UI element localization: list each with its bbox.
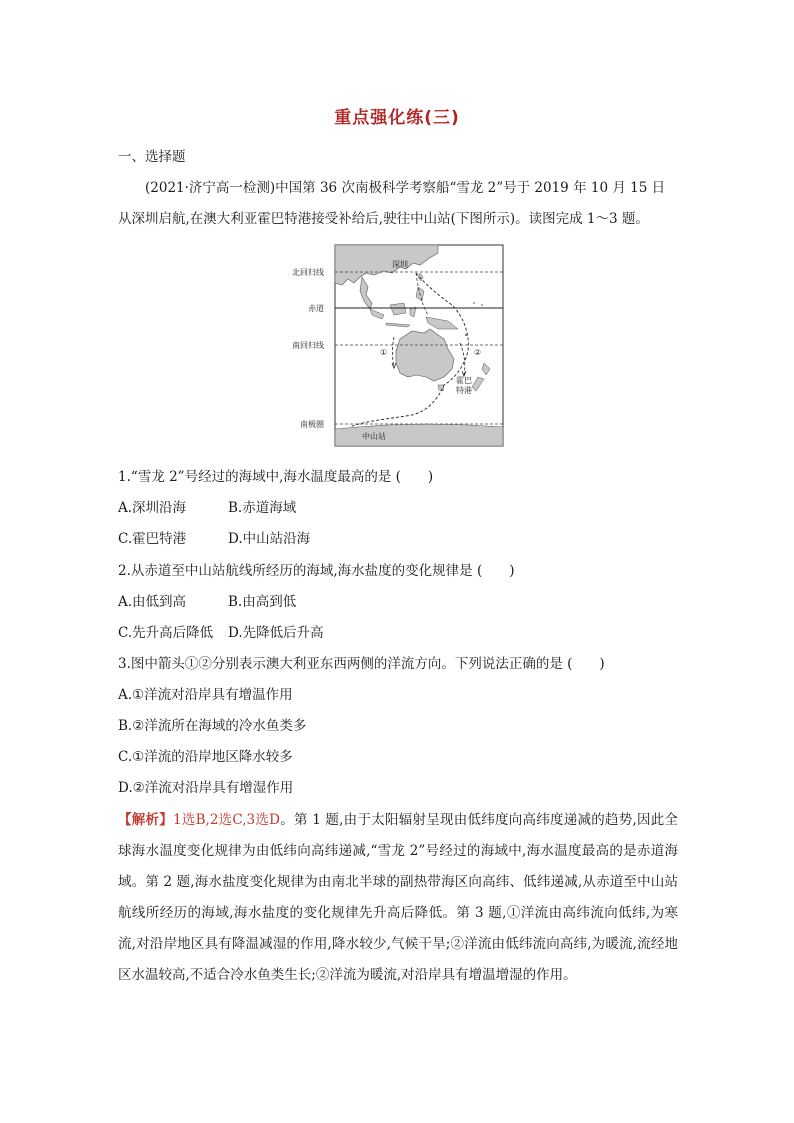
question-1-option-a: A.深圳沿海: [118, 500, 187, 516]
question-3-option-d: D.②洋流对沿岸具有增湿作用: [118, 780, 294, 796]
analysis-tag: 【解析】: [118, 812, 174, 828]
map-label-hobart-1: 霍巴: [456, 376, 472, 385]
question-1-option-b: B.赤道海域: [228, 500, 297, 516]
map-label-shenzhen: 深圳: [392, 260, 408, 269]
question-3-option-c: C.①洋流的沿岸地区降水较多: [118, 749, 293, 765]
analysis-answers: 1选B,2选C,3选D: [173, 812, 280, 828]
question-1-option-d: D.中山站沿海: [228, 531, 311, 547]
map-label-zhongshan: 中山站: [362, 432, 386, 441]
map-label-arrow2: ②: [474, 348, 482, 357]
section-heading: 一、选择题: [118, 149, 186, 165]
map-label-tropic-capricorn: 南回归线: [292, 341, 324, 350]
question-3-option-a: A.①洋流对沿岸具有增温作用: [118, 687, 293, 703]
map-label-antarctic-circle: 南极圈: [300, 420, 324, 429]
analysis-text: 。第 1 题,由于太阳辐射呈现由低纬度向高纬度递减的趋势,因此全球海水温度变化规律为由低纬向高纬递减,“雪龙 2”号经过的海域中,海水温度最高的是赤道海域。第 2 题,海水盐度变化规律为由南北半球的副热带海区向高纬、低纬递减,从赤道至中山站航线所经历的海域,海水盐度的变化规律先升高后降低。第 3 题,①洋流由高纬流向低纬,为寒流,对沿岸地区具有降温减湿的作用,降水较少,气候干旱;②洋流由低纬流向高纬,为暖流,流经地区水温较高,不适合冷水鱼类生长;②洋流为暖流,对沿岸具有增温增湿的作用。: [118, 812, 678, 983]
map-label-arrow1: ①: [380, 348, 388, 357]
intro-line-2: 从深圳启航,在澳大利亚霍巴特港接受补给后,驶往中山站(下图所示)。读图完成 1～3 题。: [118, 211, 649, 227]
route-map-figure: [288, 243, 506, 449]
page-title: 重点强化练(三): [334, 108, 460, 128]
question-1-option-c: C.霍巴特港: [118, 531, 187, 547]
question-1-stem: 1.“雪龙 2”号经过的海域中,海水温度最高的是 ( ): [118, 469, 434, 485]
question-2-stem: 2.从赤道至中山站航线所经历的海域,海水盐度的变化规律是 ( ): [118, 563, 515, 579]
question-2-option-a: A.由低到高: [118, 594, 187, 610]
route-map: [288, 243, 506, 449]
intro-line-1: (2021·济宁高一检测)中国第 36 次南极科学考察船“雪龙 2”号于 2019 年 10 月 15 日: [145, 180, 666, 196]
map-label-tropic-cancer: 北回归线: [292, 268, 324, 277]
antarctica-landmass: [335, 424, 503, 446]
question-2-option-c: C.先升高后降低: [118, 625, 214, 641]
question-2-option-d: D.先降低后升高: [228, 625, 324, 641]
question-3-option-b: B.②洋流所在海域的冷水鱼类多: [118, 718, 307, 734]
question-2-option-b: B.由高到低: [228, 594, 297, 610]
question-3-stem: 3.图中箭头①②分别表示澳大利亚东西两侧的洋流方向。下列说法正确的是 ( ): [118, 656, 605, 672]
map-label-hobart-2: 特港: [456, 386, 472, 395]
analysis-paragraph: [118, 805, 678, 991]
tasmania-island: [438, 385, 444, 391]
map-label-equator: 赤道: [308, 304, 324, 313]
